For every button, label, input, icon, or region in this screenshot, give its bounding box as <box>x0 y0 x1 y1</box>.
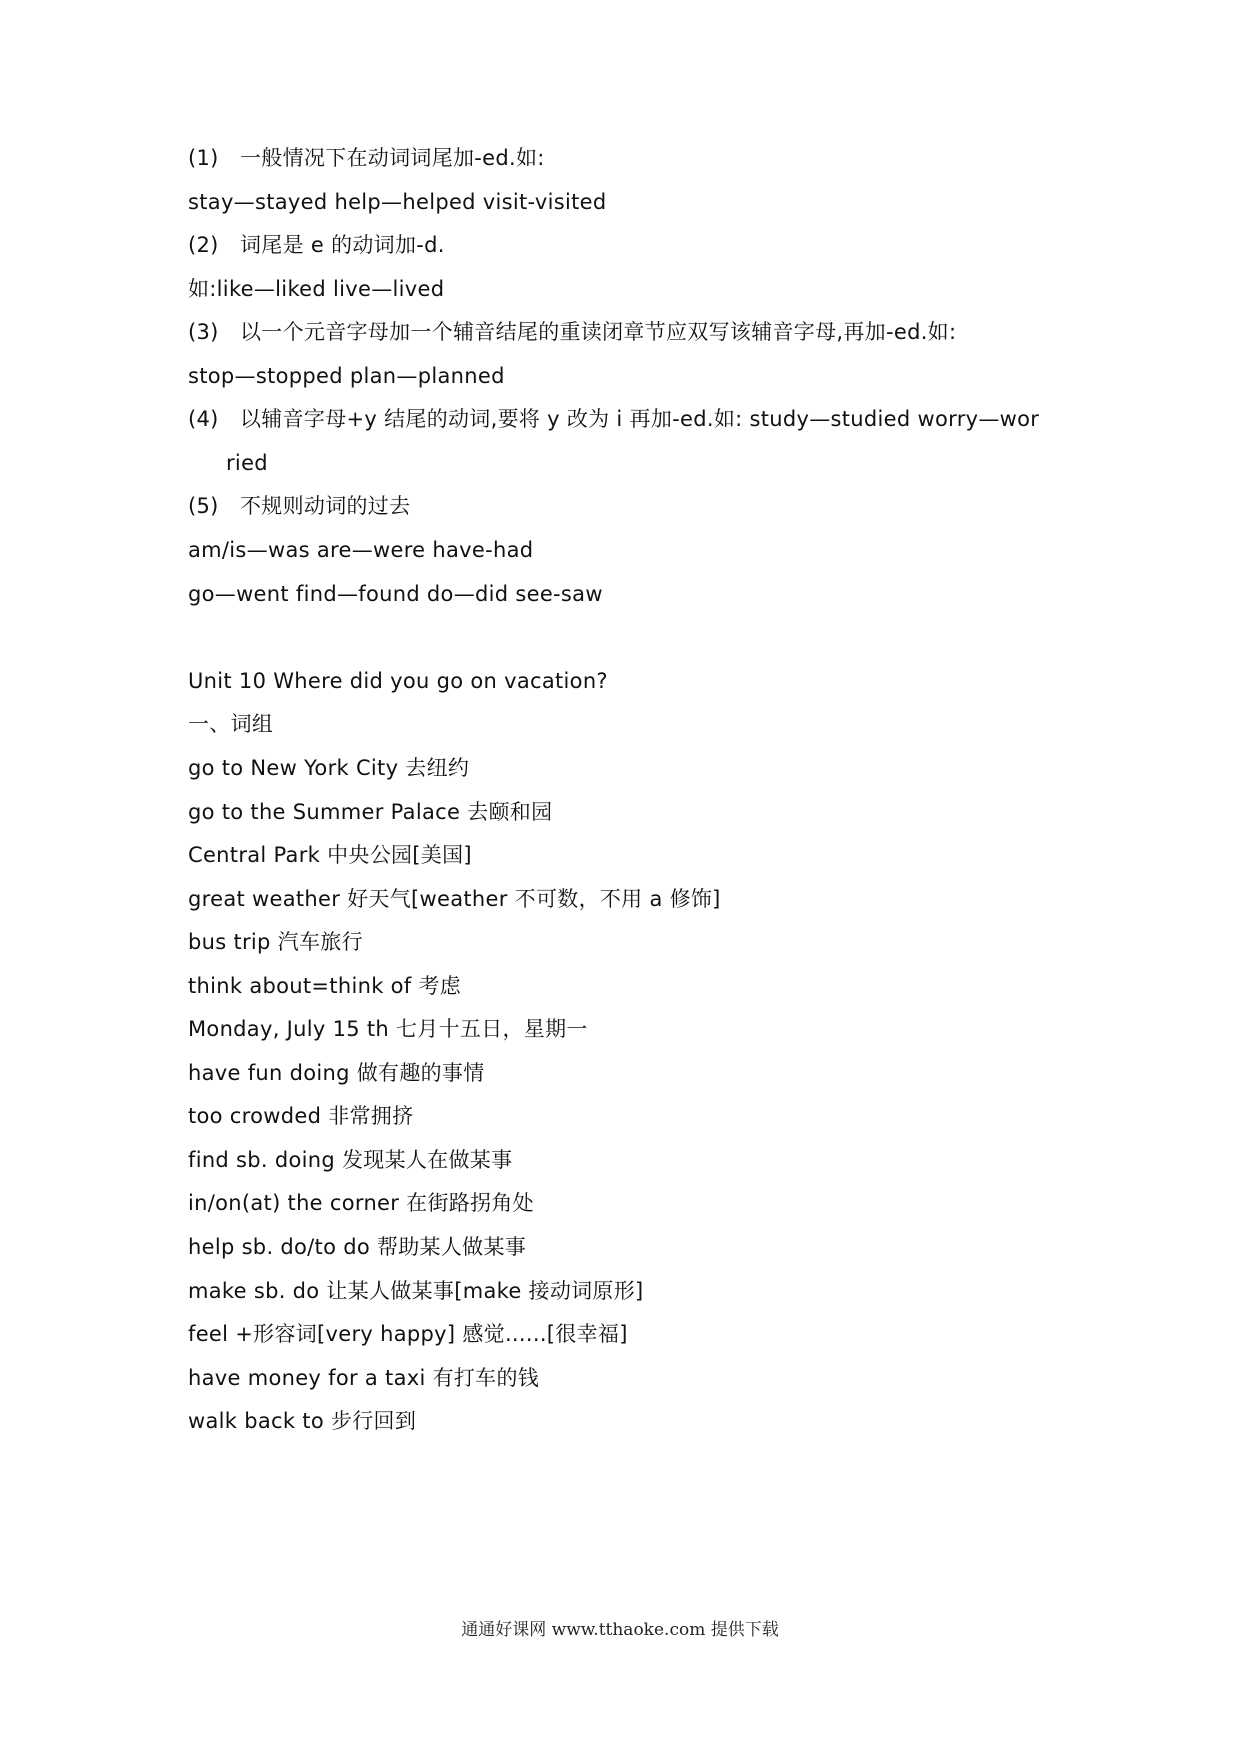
rule-text: 词尾是 e 的动词加-d. <box>240 233 445 257</box>
phrase-item: make sb. do 让某人做某事[make 接动词原形] <box>188 1279 644 1303</box>
phrase-item: Central Park 中央公园[美国] <box>188 843 472 867</box>
phrase-item: find sb. doing 发现某人在做某事 <box>188 1148 513 1172</box>
rule-5-example-2: go—went find—found do—did see-saw <box>188 582 603 606</box>
rule-number: (1) <box>188 146 219 170</box>
phrase-item: great weather 好天气[weather 不可数，不用 a 修饰] <box>188 887 721 911</box>
phrase-item: think about=think of 考虑 <box>188 974 462 998</box>
rule-1 <box>188 143 545 173</box>
phrase-item: go to the Summer Palace 去颐和园 <box>188 800 553 824</box>
phrase-item: too crowded 非常拥挤 <box>188 1104 414 1128</box>
rule-text: 一般情况下在动词词尾加-ed.如: <box>240 146 545 170</box>
phrase-item: in/on(at) the corner 在街路拐角处 <box>188 1191 534 1215</box>
phrase-item: go to New York City 去纽约 <box>188 756 470 780</box>
rule-text: 不规则动词的过去 <box>240 494 411 518</box>
rule-text: 以一个元音字母加一个辅音结尾的重读闭章节应双写该辅音字母,再加-ed.如: <box>240 320 957 344</box>
rule-2-example: 如:like—liked live—lived <box>188 277 445 301</box>
phrase-item: have fun doing 做有趣的事情 <box>188 1061 485 1085</box>
unit-title: Unit 10 Where did you go on vacation? <box>188 669 608 693</box>
phrase-item: walk back to 步行回到 <box>188 1409 417 1433</box>
phrase-item: feel +形容词[very happy] 感觉......[很幸福] <box>188 1322 628 1346</box>
rule-2 <box>188 230 445 260</box>
rule-number: (4) <box>188 407 219 431</box>
rule-5-example-1: am/is—was are—were have-had <box>188 538 534 562</box>
rule-number: (5) <box>188 494 219 518</box>
rule-3 <box>188 317 956 347</box>
rule-3-example: stop—stopped plan—planned <box>188 364 505 388</box>
rule-number: (3) <box>188 320 219 344</box>
phrase-item: Monday, July 15 th 七月十五日，星期一 <box>188 1017 588 1041</box>
phrase-item: bus trip 汽车旅行 <box>188 930 363 954</box>
phrase-item: have money for a taxi 有打车的钱 <box>188 1366 540 1390</box>
rule-4 <box>188 404 1039 434</box>
rule-number: (2) <box>188 233 219 257</box>
rule-4-continuation: ried <box>226 451 268 475</box>
phrase-item: help sb. do/to do 帮助某人做某事 <box>188 1235 527 1259</box>
rule-text: 以辅音字母+y 结尾的动词,要将 y 改为 i 再加-ed.如: study—studied worry—wor <box>240 407 1040 431</box>
section-heading: 一、词组 <box>188 712 274 736</box>
rule-5 <box>188 491 410 521</box>
page-footer: 通通好课网 www.tthaoke.com 提供下载 <box>461 1620 779 1640</box>
rule-1-example: stay—stayed help—helped visit-visited <box>188 190 607 214</box>
